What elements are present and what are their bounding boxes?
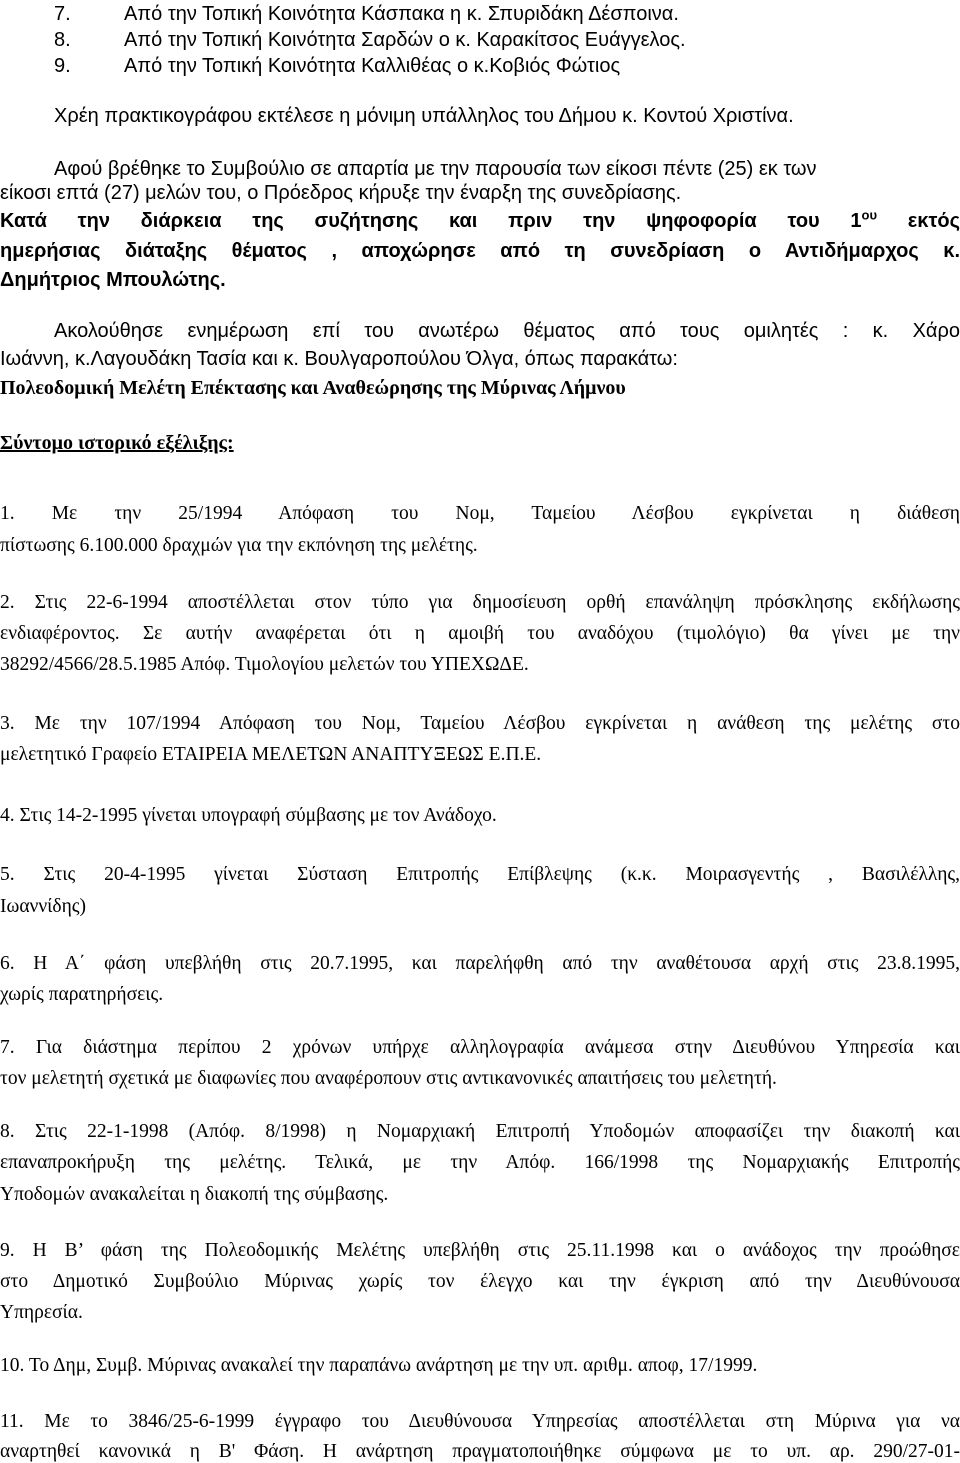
history-item-10-line-1: 10. Το Δημ, Συμβ. Μύρινας ανακαλεί την παραπάνω ανάρτηση με την υπ. αριθμ. αποφ, 17/1999. [0,1355,758,1376]
secretary-line: Χρέη πρακτικογράφου εκτέλεσε η μόνιμη υπάλληλος του Δήμου κ. Κοντού Χριστίνα. [54,105,794,127]
history-item-8-line-1: 8. Στις 22-1-1998 (Απόφ. 8/1998) η Νομαρχιακή Επιτροπή Υποδομών αποφασίζει την διακοπή και [0,1121,960,1142]
history-item-9-line-3: Υπηρεσία. [0,1302,83,1323]
history-item-6-line-2: χωρίς παρατηρήσεις. [0,984,164,1005]
history-item-3-line-1: 3. Με την 107/1994 Απόφαση του Νομ, Ταμείου Λέσβου εγκρίνεται η ανάθεση της μελέτης στο [0,713,960,734]
attendee-8: 8. Από την Τοπική Κοινότητα Σαρδών ο κ. Καρακίτσος Ευάγγελος. [54,29,686,51]
attendee-7: 7. Από την Τοπική Κοινότητα Κάσπακα η κ. Σπυριδάκη Δέσποινα. [54,3,679,25]
study-title: Πολεοδομική Μελέτη Επέκτασης και Αναθεώρησης της Μύρινας Λήμνου [0,377,626,399]
history-item-9-line-2: στο Δημοτικό Συμβούλιο Μύρινας χωρίς τον έλεγχο και την έγκριση από την Διευθύνουσα [0,1271,960,1292]
history-item-8-line-2: επαναπροκήρυξη της μελέτης. Τελικά, με την Απόφ. 166/1998 της Νομαρχιακής Επιτροπής [0,1152,960,1173]
history-item-6-line-1: 6. Η Α΄ φάση υπεβλήθη στις 20.7.1995, και παρελήφθη από την αναθέτουσα αρχή στις 23.8.1995, [0,953,960,974]
departure-line-3: Δημήτριος Μπουλώτης. [0,269,226,291]
history-item-9-line-1: 9. Η Β’ φάση της Πολεοδομικής Μελέτης υπεβλήθη στις 25.11.1998 και ο ανάδοχος την προώθησε [0,1240,960,1261]
departure-line-1: Κατά την διάρκεια της συζήτησης και πριν την ψηφοφορία του $1^{o\upsilon}$ εκτός [0,207,960,232]
history-item-1-line-1: 1. Με την 25/1994 Απόφαση του Νομ, Ταμείου Λέσβου εγκρίνεται η διάθεση [0,503,960,524]
history-item-8-line-3: Υποδομών ανακαλείται η διακοπή της σύμβασης. [0,1184,389,1205]
history-item-1-line-2: πίστωσης 6.100.000 δραχμών για την εκπόνηση της μελέτης. [0,535,478,556]
briefing-line-2: Ιωάννη, κ.Λαγουδάκη Τασία και κ. Βουλγαροπούλου Όλγα, όπως παρακάτω: [0,348,678,370]
briefing-line-1: Ακολούθησε ενημέρωση επί του ανωτέρω θέματος από τους ομιλητές : κ. Χάρο [54,320,960,342]
history-item-7-line-1: 7. Για διάστημα περίπου 2 χρόνων υπήρχε αλληλογραφία ανάμεσα στην Διευθύνου Υπηρεσία και [0,1037,960,1058]
history-item-7-line-2: τον μελετητή σχετικά με διαφωνίες που αναφέροπουν στις αντικανονικές απαιτήσεις του μελετητή. [0,1068,777,1089]
departure-line-2: ημερήσιας διάταξης θέματος , αποχώρησε από τη συνεδρίαση ο Αντιδήμαρχος κ. [0,240,960,262]
history-heading: Σύντομο ιστορικό εξέλιξης: [0,432,234,454]
history-item-5-line-2: Ιωαννίδης) [0,896,87,917]
history-item-2-line-2: ενδιαφέροντος. Σε αυτήν αναφέρεται ότι η αμοιβή του αναδόχου (τιμολόγιο) θα γίνει με την [0,623,960,644]
history-item-2-line-3: 38292/4566/28.5.1985 Απόφ. Τιμολογίου μελετών του ΥΠΕΧΩΔΕ. [0,654,529,675]
attendee-9: 9. Από την Τοπική Κοινότητα Καλλιθέας ο κ.Κοβιός Φώτιος [54,55,621,77]
quorum-line-2: είκοσι επτά (27) μελών του, ο Πρόεδρος κήρυξε την έναρξη της συνεδρίασης. [0,182,682,204]
quorum-line-1: Αφού βρέθηκε το Συμβούλιο σε απαρτία με την παρουσία των είκοσι πέντε (25) εκ των [54,158,817,180]
history-item-2-line-1: 2. Στις 22-6-1994 αποστέλλεται στον τύπο για δημοσίευση ορθή επανάληψη πρόσκλησης εκδήλωσης [0,592,960,613]
history-item-11-line-1: 11. Με το 3846/25-6-1999 έγγραφο του Διευθύνουσα Υπηρεσίας αποστέλλεται στη Μύρινα για να [0,1411,960,1432]
history-item-3-line-2: μελετητικό Γραφείο ΕΤΑΙΡΕΙΑ ΜΕΛΕΤΩΝ ΑΝΑΠΤΥΞΕΩΣ Ε.Π.Ε. [0,744,542,765]
history-item-11-line-2: αναρτηθεί κανονικά η Β' Φάση. Η ανάρτηση πραγματοποιήθηκε σύμφωνα με το υπ. αρ. 290/27-01- [0,1441,960,1462]
history-item-5-line-1: 5. Στις 20-4-1995 γίνεται Σύσταση Επιτροπής Επίβλεψης (κ.κ. Μοιρασγεντής , Βασιλέλλης, [0,864,960,885]
history-item-4-line-1: 4. Στις 14-2-1995 γίνεται υπογραφή σύμβασης με τον Ανάδοχο. [0,805,497,826]
